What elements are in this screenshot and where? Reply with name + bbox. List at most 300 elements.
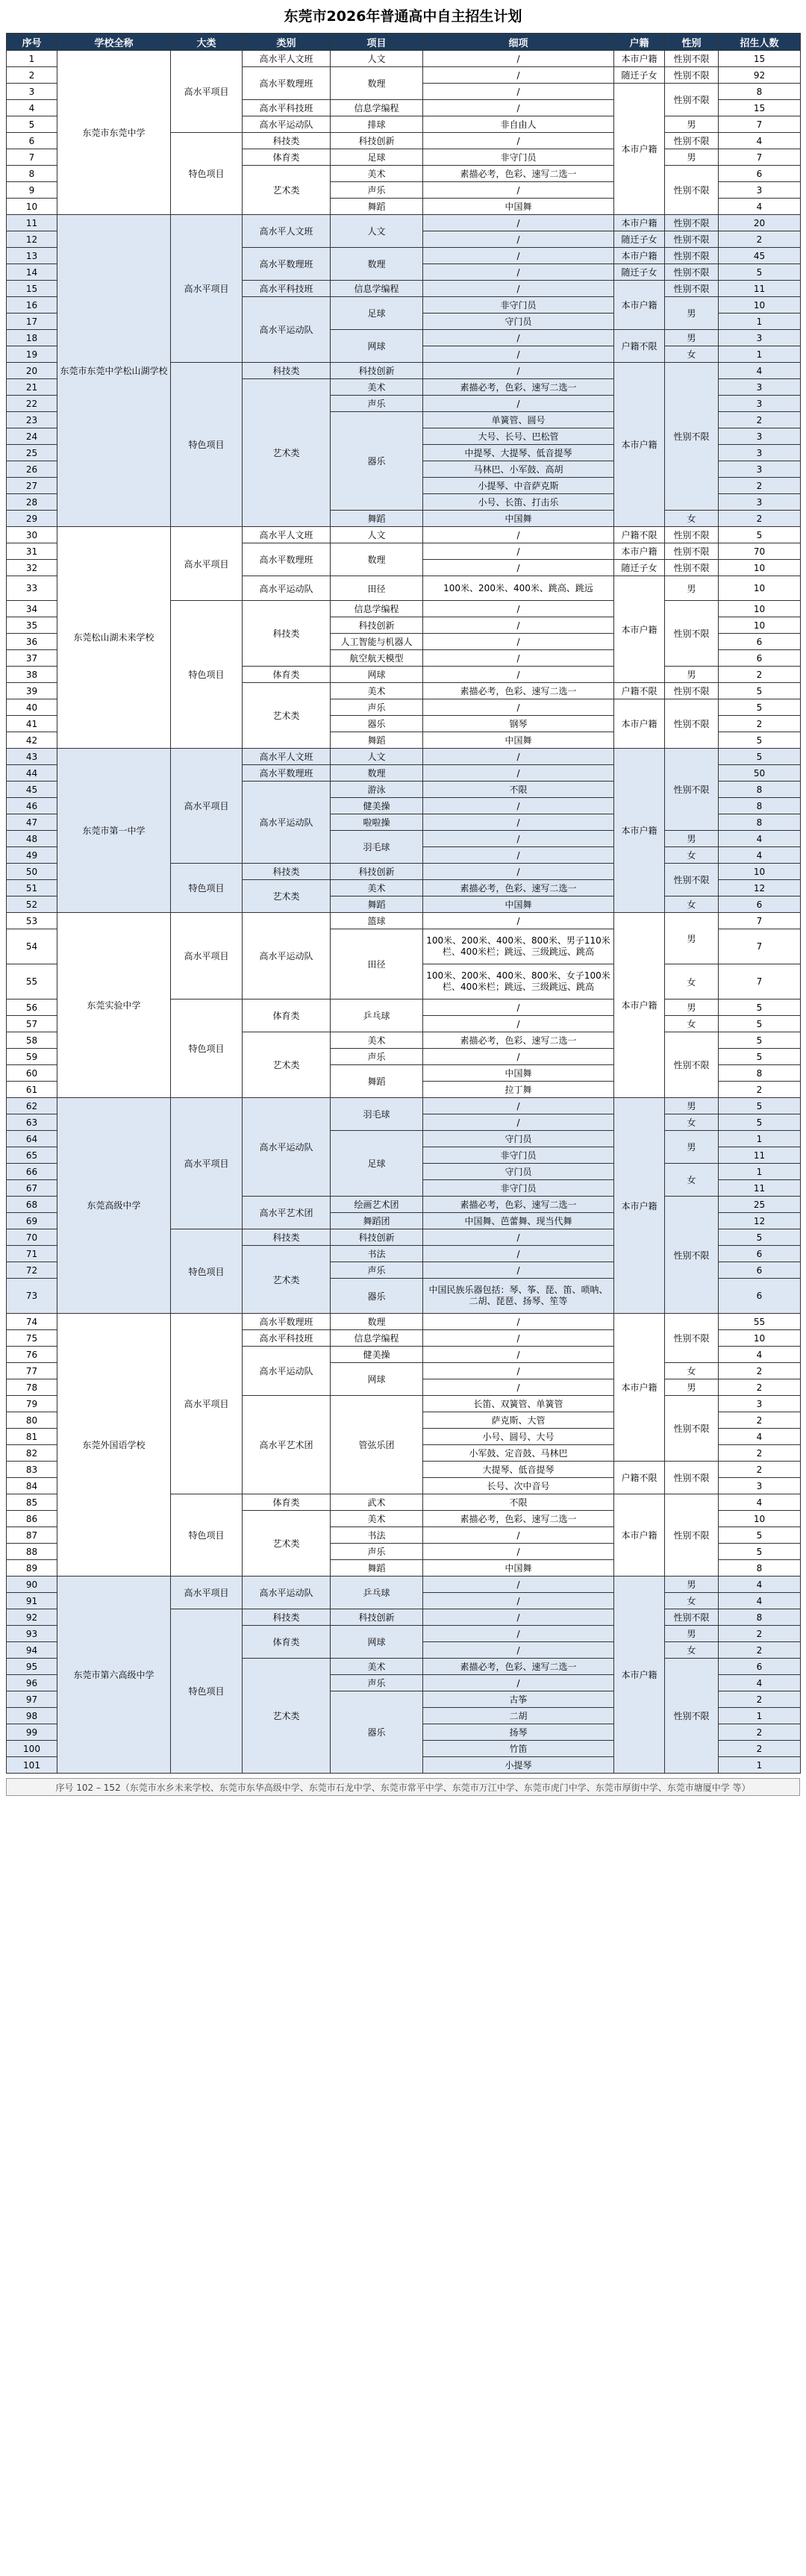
gender-cell: 性别不限 xyxy=(665,231,719,248)
category-cell: 体育类 xyxy=(243,1494,331,1511)
hukou-cell: 随迁子女 xyxy=(614,231,665,248)
no-cell: 95 xyxy=(7,1659,57,1675)
count-cell: 10 xyxy=(719,560,801,576)
detail-cell: / xyxy=(423,1330,614,1347)
count-cell: 12 xyxy=(719,880,801,896)
no-cell: 44 xyxy=(7,765,57,782)
detail-cell: 中国舞 xyxy=(423,1560,614,1577)
detail-cell: 素描必考，色彩、速写二选一 xyxy=(423,379,614,396)
item-cell: 舞蹈 xyxy=(331,511,423,527)
category-cell: 高水平运动队 xyxy=(243,1347,331,1396)
count-cell: 3 xyxy=(719,1396,801,1412)
gender-cell: 性别不限 xyxy=(665,1609,719,1626)
no-cell: 98 xyxy=(7,1708,57,1724)
detail-cell: / xyxy=(423,1016,614,1032)
count-cell: 10 xyxy=(719,297,801,314)
gender-cell: 性别不限 xyxy=(665,133,719,149)
detail-cell: 长号、次中音号 xyxy=(423,1478,614,1494)
item-cell: 信息学编程 xyxy=(331,100,423,116)
column-header: 大类 xyxy=(171,34,243,51)
detail-cell: 竹笛 xyxy=(423,1741,614,1757)
category-cell: 高水平运动队 xyxy=(243,913,331,999)
gender-cell: 男 xyxy=(665,1626,719,1642)
gender-cell: 性别不限 xyxy=(665,166,719,215)
category-cell: 高水平数理班 xyxy=(243,1314,331,1330)
detail-cell: 大号、长号、巴松管 xyxy=(423,428,614,445)
detail-cell: 小提琴 xyxy=(423,1757,614,1774)
item-cell: 器乐 xyxy=(331,716,423,732)
no-cell: 7 xyxy=(7,149,57,166)
count-cell: 5 xyxy=(719,1229,801,1246)
no-cell: 56 xyxy=(7,999,57,1016)
item-cell: 啦啦操 xyxy=(331,814,423,831)
item-cell: 器乐 xyxy=(331,1279,423,1314)
gender-cell: 性别不限 xyxy=(665,215,719,231)
hukou-cell: 本市户籍 xyxy=(614,51,665,67)
item-cell: 舞蹈团 xyxy=(331,1213,423,1229)
school-name: 东莞松山湖未来学校 xyxy=(57,527,171,749)
detail-cell: / xyxy=(423,543,614,560)
detail-cell: / xyxy=(423,182,614,199)
item-cell: 绘画艺术团 xyxy=(331,1197,423,1213)
count-cell: 15 xyxy=(719,51,801,67)
category-cell: 体育类 xyxy=(243,999,331,1032)
detail-cell: / xyxy=(423,1527,614,1544)
detail-cell: 马林巴、小军鼓、高胡 xyxy=(423,461,614,478)
no-cell: 14 xyxy=(7,264,57,281)
category-cell: 艺术类 xyxy=(243,379,331,527)
table-row xyxy=(7,749,801,765)
count-cell: 2 xyxy=(719,1363,801,1379)
item-cell: 武术 xyxy=(331,1494,423,1511)
detail-cell: / xyxy=(423,667,614,683)
count-cell: 3 xyxy=(719,182,801,199)
category-cell: 艺术类 xyxy=(243,1246,331,1314)
hukou-cell: 户籍不限 xyxy=(614,683,665,699)
no-cell: 8 xyxy=(7,166,57,182)
no-cell: 10 xyxy=(7,199,57,215)
detail-cell: 古筝 xyxy=(423,1691,614,1708)
gender-cell: 性别不限 xyxy=(665,281,719,297)
major-cell: 高水平项目 xyxy=(171,749,243,864)
gender-cell: 男 xyxy=(665,999,719,1016)
major-cell: 特色项目 xyxy=(171,133,243,215)
gender-cell: 性别不限 xyxy=(665,67,719,84)
hukou-cell: 本市户籍 xyxy=(614,281,665,330)
table-row xyxy=(7,51,801,67)
count-cell: 4 xyxy=(719,1593,801,1609)
count-cell: 2 xyxy=(719,716,801,732)
item-cell: 美术 xyxy=(331,166,423,182)
no-cell: 64 xyxy=(7,1131,57,1147)
detail-cell: / xyxy=(423,527,614,543)
count-cell: 5 xyxy=(719,683,801,699)
no-cell: 76 xyxy=(7,1347,57,1363)
gender-cell: 性别不限 xyxy=(665,543,719,560)
count-cell: 2 xyxy=(719,412,801,428)
category-cell: 艺术类 xyxy=(243,683,331,749)
no-cell: 19 xyxy=(7,346,57,363)
count-cell: 6 xyxy=(719,650,801,667)
gender-cell: 女 xyxy=(665,1593,719,1609)
detail-cell: / xyxy=(423,100,614,116)
count-cell: 3 xyxy=(719,461,801,478)
gender-cell: 男 xyxy=(665,831,719,847)
gender-cell: 性别不限 xyxy=(665,51,719,67)
count-cell: 3 xyxy=(719,428,801,445)
no-cell: 46 xyxy=(7,798,57,814)
item-cell: 科技创新 xyxy=(331,1229,423,1246)
major-cell: 高水平项目 xyxy=(171,1098,243,1229)
count-cell: 5 xyxy=(719,699,801,716)
count-cell: 4 xyxy=(719,1675,801,1691)
major-cell: 特色项目 xyxy=(171,864,243,913)
count-cell: 1 xyxy=(719,1164,801,1180)
count-cell: 4 xyxy=(719,831,801,847)
detail-cell: 小军鼓、定音鼓、马林巴 xyxy=(423,1445,614,1462)
column-header: 户籍 xyxy=(614,34,665,51)
detail-cell: 守门员 xyxy=(423,314,614,330)
major-cell: 特色项目 xyxy=(171,1229,243,1314)
no-cell: 60 xyxy=(7,1065,57,1082)
detail-cell: / xyxy=(423,1609,614,1626)
table-row xyxy=(7,1577,801,1593)
count-cell: 10 xyxy=(719,1330,801,1347)
hukou-cell: 随迁子女 xyxy=(614,67,665,84)
detail-cell: 钢琴 xyxy=(423,716,614,732)
detail-cell: 小号、长笛、打击乐 xyxy=(423,494,614,511)
detail-cell: 素描必考，色彩、速写二选一 xyxy=(423,1197,614,1213)
item-cell: 声乐 xyxy=(331,699,423,716)
item-cell: 排球 xyxy=(331,116,423,133)
no-cell: 20 xyxy=(7,363,57,379)
item-cell: 器乐 xyxy=(331,412,423,511)
no-cell: 9 xyxy=(7,182,57,199)
detail-cell: 非守门员 xyxy=(423,297,614,314)
detail-cell: / xyxy=(423,1577,614,1593)
no-cell: 54 xyxy=(7,929,57,964)
detail-cell: 素描必考，色彩、速写二选一 xyxy=(423,683,614,699)
count-cell: 4 xyxy=(719,1347,801,1363)
detail-cell: / xyxy=(423,396,614,412)
column-header: 序号 xyxy=(7,34,57,51)
item-cell: 网球 xyxy=(331,1626,423,1659)
gender-cell: 性别不限 xyxy=(665,683,719,699)
count-cell: 11 xyxy=(719,1180,801,1197)
item-cell: 数理 xyxy=(331,1314,423,1330)
no-cell: 53 xyxy=(7,913,57,929)
detail-cell: 非守门员 xyxy=(423,1180,614,1197)
gender-cell: 性别不限 xyxy=(665,248,719,264)
no-cell: 18 xyxy=(7,330,57,346)
no-cell: 91 xyxy=(7,1593,57,1609)
hukou-cell: 本市户籍 xyxy=(614,215,665,231)
no-cell: 81 xyxy=(7,1429,57,1445)
detail-cell: / xyxy=(423,617,614,634)
count-cell: 4 xyxy=(719,1429,801,1445)
detail-cell: / xyxy=(423,133,614,149)
item-cell: 声乐 xyxy=(331,396,423,412)
no-cell: 45 xyxy=(7,782,57,798)
column-header: 招生人数 xyxy=(719,34,801,51)
detail-cell: 守门员 xyxy=(423,1131,614,1147)
no-cell: 65 xyxy=(7,1147,57,1164)
no-cell: 74 xyxy=(7,1314,57,1330)
count-cell: 4 xyxy=(719,847,801,864)
item-cell: 声乐 xyxy=(331,1049,423,1065)
detail-cell: 素描必考，色彩、速写二选一 xyxy=(423,1032,614,1049)
count-cell: 2 xyxy=(719,1082,801,1098)
gender-cell: 女 xyxy=(665,346,719,363)
category-cell: 高水平数理班 xyxy=(243,67,331,100)
major-cell: 高水平项目 xyxy=(171,913,243,999)
detail-cell: 萨克斯、大管 xyxy=(423,1412,614,1429)
hukou-cell: 本市户籍 xyxy=(614,1098,665,1314)
hukou-cell: 本市户籍 xyxy=(614,1494,665,1577)
no-cell: 39 xyxy=(7,683,57,699)
count-cell: 4 xyxy=(719,363,801,379)
gender-cell: 性别不限 xyxy=(665,1659,719,1774)
detail-cell: 中国舞 xyxy=(423,732,614,749)
detail-cell: 二胡 xyxy=(423,1708,614,1724)
no-cell: 85 xyxy=(7,1494,57,1511)
item-cell: 人工智能与机器人 xyxy=(331,634,423,650)
detail-cell: 素描必考，色彩、速写二选一 xyxy=(423,1659,614,1675)
detail-cell: 中提琴、大提琴、低音提琴 xyxy=(423,445,614,461)
item-cell: 篮球 xyxy=(331,913,423,929)
item-cell: 数理 xyxy=(331,765,423,782)
major-cell: 高水平项目 xyxy=(171,1314,243,1494)
gender-cell: 性别不限 xyxy=(665,560,719,576)
count-cell: 5 xyxy=(719,1049,801,1065)
no-cell: 25 xyxy=(7,445,57,461)
category-cell: 体育类 xyxy=(243,1626,331,1659)
detail-cell: / xyxy=(423,864,614,880)
table-row xyxy=(7,1098,801,1114)
item-cell: 书法 xyxy=(331,1246,423,1262)
no-cell: 100 xyxy=(7,1741,57,1757)
item-cell: 人文 xyxy=(331,51,423,67)
gender-cell: 性别不限 xyxy=(665,527,719,543)
count-cell: 11 xyxy=(719,281,801,297)
no-cell: 41 xyxy=(7,716,57,732)
no-cell: 3 xyxy=(7,84,57,100)
detail-cell: / xyxy=(423,1114,614,1131)
count-cell: 4 xyxy=(719,133,801,149)
no-cell: 57 xyxy=(7,1016,57,1032)
detail-cell: 扬琴 xyxy=(423,1724,614,1741)
gender-cell: 男 xyxy=(665,1577,719,1593)
detail-cell: 中国舞 xyxy=(423,511,614,527)
item-cell: 乒乓球 xyxy=(331,999,423,1032)
count-cell: 2 xyxy=(719,1691,801,1708)
count-cell: 3 xyxy=(719,379,801,396)
school-group xyxy=(7,527,801,749)
count-cell: 11 xyxy=(719,1147,801,1164)
detail-cell: / xyxy=(423,67,614,84)
detail-cell: / xyxy=(423,231,614,248)
count-cell: 92 xyxy=(719,67,801,84)
no-cell: 22 xyxy=(7,396,57,412)
category-cell: 高水平艺术团 xyxy=(243,1396,331,1494)
no-cell: 58 xyxy=(7,1032,57,1049)
no-cell: 48 xyxy=(7,831,57,847)
no-cell: 34 xyxy=(7,601,57,617)
detail-cell: 100米、200米、400米、跳高、跳远 xyxy=(423,576,614,601)
gender-cell: 性别不限 xyxy=(665,84,719,116)
detail-cell: 中国舞、芭蕾舞、现当代舞 xyxy=(423,1213,614,1229)
gender-cell: 女 xyxy=(665,1016,719,1032)
detail-cell: / xyxy=(423,1379,614,1396)
count-cell: 15 xyxy=(719,100,801,116)
count-cell: 10 xyxy=(719,1511,801,1527)
count-cell: 4 xyxy=(719,199,801,215)
category-cell: 高水平人文班 xyxy=(243,215,331,248)
hukou-cell: 本市户籍 xyxy=(614,913,665,1098)
detail-cell: / xyxy=(423,601,614,617)
item-cell: 器乐 xyxy=(331,1691,423,1774)
item-cell: 美术 xyxy=(331,1032,423,1049)
detail-cell: / xyxy=(423,1626,614,1642)
gender-cell: 男 xyxy=(665,330,719,346)
item-cell: 健美操 xyxy=(331,1347,423,1363)
detail-cell: 100米、200米、400米、800米、男子110米栏、400米栏；跳远、三级跳远、跳高 xyxy=(423,929,614,964)
no-cell: 94 xyxy=(7,1642,57,1659)
detail-cell: / xyxy=(423,798,614,814)
item-cell: 声乐 xyxy=(331,1262,423,1279)
detail-cell: 中国舞 xyxy=(423,1065,614,1082)
category-cell: 高水平运动队 xyxy=(243,297,331,363)
count-cell: 8 xyxy=(719,1609,801,1626)
hukou-cell: 本市户籍 xyxy=(614,699,665,749)
count-cell: 7 xyxy=(719,913,801,929)
school-name: 东莞高级中学 xyxy=(57,1098,171,1314)
count-cell: 8 xyxy=(719,84,801,100)
no-cell: 87 xyxy=(7,1527,57,1544)
detail-cell: / xyxy=(423,749,614,765)
detail-cell: / xyxy=(423,634,614,650)
page-title: 东莞市2026年普通高中自主招生计划 xyxy=(284,8,522,25)
hukou-cell: 户籍不限 xyxy=(614,330,665,363)
major-cell: 高水平项目 xyxy=(171,527,243,601)
school-name: 东莞市东莞中学松山湖学校 xyxy=(57,215,171,527)
item-cell: 舞蹈 xyxy=(331,1560,423,1577)
no-cell: 79 xyxy=(7,1396,57,1412)
count-cell: 8 xyxy=(719,798,801,814)
category-cell: 高水平数理班 xyxy=(243,765,331,782)
no-cell: 31 xyxy=(7,543,57,560)
detail-cell: / xyxy=(423,1593,614,1609)
category-cell: 体育类 xyxy=(243,667,331,683)
table-row xyxy=(7,913,801,929)
detail-cell: / xyxy=(423,1544,614,1560)
count-cell: 2 xyxy=(719,1445,801,1462)
school-group xyxy=(7,749,801,913)
major-cell: 高水平项目 xyxy=(171,215,243,363)
table-row xyxy=(7,215,801,231)
count-cell: 3 xyxy=(719,330,801,346)
count-cell: 50 xyxy=(719,765,801,782)
item-cell: 羽毛球 xyxy=(331,1098,423,1131)
detail-cell: 大提琴、低音提琴 xyxy=(423,1462,614,1478)
item-cell: 数理 xyxy=(331,67,423,100)
gender-cell: 性别不限 xyxy=(665,363,719,511)
hukou-cell: 本市户籍 xyxy=(614,84,665,215)
item-cell: 数理 xyxy=(331,543,423,576)
enrollment-table xyxy=(6,33,801,1774)
item-cell: 足球 xyxy=(331,297,423,330)
detail-cell: / xyxy=(423,650,614,667)
header-row xyxy=(7,34,801,51)
continuation-note: 序号 102 – 152（东莞市水乡未来学校、东莞市东华高级中学、东莞市石龙中学、东莞市常平中学、东莞市万江中学、东莞市虎门中学、东莞市厚街中学、东莞市塘厦中学 等） xyxy=(6,1778,800,1796)
hukou-cell: 本市户籍 xyxy=(614,749,665,913)
count-cell: 2 xyxy=(719,231,801,248)
gender-cell: 女 xyxy=(665,964,719,999)
school-group xyxy=(7,1577,801,1774)
gender-cell: 性别不限 xyxy=(665,1197,719,1314)
category-cell: 科技类 xyxy=(243,363,331,379)
detail-cell: 素描必考，色彩、速写二选一 xyxy=(423,880,614,896)
major-cell: 特色项目 xyxy=(171,999,243,1098)
no-cell: 4 xyxy=(7,100,57,116)
detail-cell: / xyxy=(423,248,614,264)
no-cell: 26 xyxy=(7,461,57,478)
detail-cell: / xyxy=(423,560,614,576)
category-cell: 高水平科技班 xyxy=(243,100,331,116)
no-cell: 23 xyxy=(7,412,57,428)
detail-cell: 非守门员 xyxy=(423,149,614,166)
item-cell: 舞蹈 xyxy=(331,732,423,749)
no-cell: 5 xyxy=(7,116,57,133)
gender-cell: 男 xyxy=(665,1098,719,1114)
category-cell: 高水平人文班 xyxy=(243,51,331,67)
no-cell: 99 xyxy=(7,1724,57,1741)
no-cell: 93 xyxy=(7,1626,57,1642)
category-cell: 科技类 xyxy=(243,864,331,880)
major-cell: 高水平项目 xyxy=(171,51,243,133)
count-cell: 5 xyxy=(719,264,801,281)
gender-cell: 男 xyxy=(665,1379,719,1396)
count-cell: 6 xyxy=(719,1659,801,1675)
hukou-cell: 随迁子女 xyxy=(614,264,665,281)
item-cell: 数理 xyxy=(331,248,423,281)
category-cell: 艺术类 xyxy=(243,1659,331,1774)
item-cell: 科技创新 xyxy=(331,133,423,149)
detail-cell: / xyxy=(423,1675,614,1691)
item-cell: 网球 xyxy=(331,330,423,363)
hukou-cell: 本市户籍 xyxy=(614,1577,665,1774)
detail-cell: / xyxy=(423,1246,614,1262)
detail-cell: 非自由人 xyxy=(423,116,614,133)
detail-cell: / xyxy=(423,699,614,716)
count-cell: 5 xyxy=(719,1544,801,1560)
category-cell: 科技类 xyxy=(243,601,331,667)
major-cell: 特色项目 xyxy=(171,1494,243,1577)
school-name: 东莞实验中学 xyxy=(57,913,171,1098)
item-cell: 信息学编程 xyxy=(331,1330,423,1347)
count-cell: 1 xyxy=(719,346,801,363)
category-cell: 高水平科技班 xyxy=(243,1330,331,1347)
no-cell: 2 xyxy=(7,67,57,84)
detail-cell: 不限 xyxy=(423,1494,614,1511)
no-cell: 36 xyxy=(7,634,57,650)
category-cell: 高水平艺术团 xyxy=(243,1197,331,1229)
category-cell: 艺术类 xyxy=(243,166,331,215)
school-group xyxy=(7,215,801,527)
detail-cell: / xyxy=(423,1363,614,1379)
item-cell: 羽毛球 xyxy=(331,831,423,864)
count-cell: 6 xyxy=(719,634,801,650)
